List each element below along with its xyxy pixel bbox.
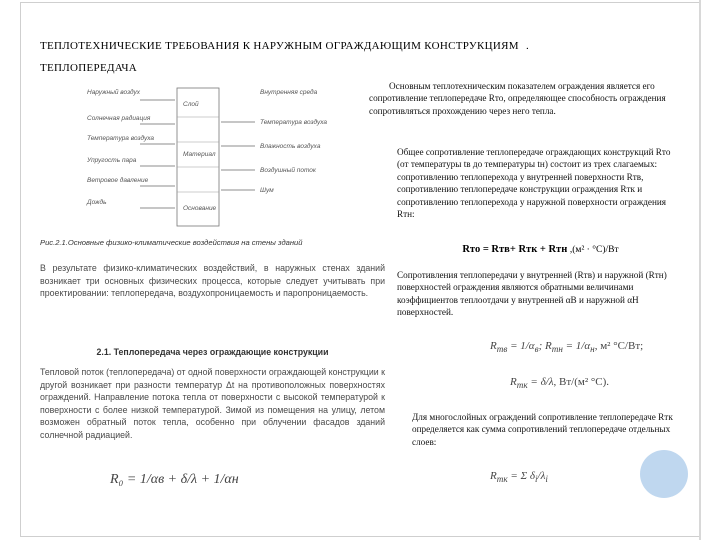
right-paragraph-4: Для многослойных ограждений сопротивление теплопередаче Rтк определяется как сумма сопротивлений теплопередаче отдельных слоев: — [412, 412, 673, 447]
formula-sum: $R_{тк} = \Sigma$ $\delta_i/\lambda_i$ — [490, 470, 548, 485]
formula-rto — [397, 244, 684, 255]
diagram-left-label: Температура воздуха — [87, 135, 155, 142]
formula-rto-text: Rто = Rтв+ Rтк + Rтн — [462, 244, 568, 255]
title-dot: . — [525, 40, 529, 52]
right-paragraph-1: Основным теплотехническим показателем ограждения является его сопротивление теплопередаче Rто, определяющее способность ограждения сопротивляться прохождению через него тепла. — [369, 81, 666, 116]
diagram-right-label: Внутренняя среда — [260, 89, 318, 96]
diagram-center-label: Слой — [183, 101, 199, 108]
climate-diagram — [85, 82, 335, 232]
diagram-right-label: Шум — [260, 187, 274, 194]
section-heading: 2.1. Теплопередача через ограждающие конструкции — [96, 347, 329, 357]
formula-rtv: $R_{тв} = 1/\alpha_в$; $R_{тн} = 1/\alpha_н$, м² °С/Вт; — [490, 340, 644, 355]
slide-edge — [699, 0, 701, 540]
right-paragraph-2: Общее сопротивление теплопередаче ограждающих конструкций Rто (от температуры tв до температуры tн) состоит из трех слагаемых: сопротивлению теплоперехода у внутренней поверхности Rтв, сопротивлению теплопередаче конструкции ограждения Rтк и сопротивлению теплоперехода у наружной поверхности ограждения Rтн: — [397, 147, 671, 220]
slide-title — [40, 35, 650, 79]
diagram-left-label: Ветровое давление — [87, 177, 149, 184]
formula-rto-units: ,(м² · °С)/Вт — [569, 245, 619, 255]
diagram-left-label: Наружный воздух — [87, 89, 141, 96]
figure-caption: Рис.2.1.Основные физико-климатические воздействия на стены зданий — [40, 238, 303, 247]
diagram-left-label: Дождь — [87, 199, 107, 206]
title-line-1: ТЕПЛОТЕХНИЧЕСКИЕ ТРЕБОВАНИЯ К НАРУЖНЫМ ОГРАЖДАЮЩИМ КОНСТРУКЦИЯМ — [40, 40, 519, 52]
diagram-right-label: Температура воздуха — [260, 119, 328, 126]
diagram-right-label: Воздушный поток — [260, 167, 316, 174]
decorative-circle — [640, 450, 688, 498]
diagram-right-label: Влажность воздуха — [260, 143, 321, 150]
title-line-2: ТЕПЛОПЕРЕДАЧА — [40, 62, 138, 74]
left-paragraph-2: Тепловой поток (теплопередача) от одной поверхности ограждающей конструкции к другой возникает при разности температур Δt на противоположных поверхностях ограждений. Направление потока тепла от поверхности с высокой температурой к поверхности с более низкой температурой. Зимой из помещения на улицу, летом возможен обратный поток тепла, особенно при облучении фасадов зданий солнечной радиацией. — [40, 367, 385, 440]
left-paragraph: В результате физико-климатических воздействий, в наружных стенах зданий возникает три основных физических процесса, которые следует учитывать при проектировании: теплопередача, воздухопроницаемость и паропроницаемость. — [40, 263, 385, 299]
diagram-left-label: Упругость пара — [87, 157, 137, 164]
formula-rtk: $R_{тк} = \delta/\lambda$, Вт/(м² °С). — [510, 376, 610, 391]
diagram-center-label: Материал — [183, 151, 216, 158]
formula-rtv-units: , м² °С/Вт; — [594, 340, 644, 352]
formula-rtk-units: , Вт/(м² °С). — [553, 376, 610, 388]
diagram-center-label: Основание — [183, 205, 217, 212]
right-paragraph-3: Сопротивления теплопередачи у внутренней (Rтв) и наружной (Rтн) поверхностей ограждения являются обратными величинами коэффициентов теплоотдачи у внутренней αВ и наружной αН поверхностей. — [397, 270, 667, 318]
diagram-left-label: Солнечная радиация — [87, 115, 151, 122]
bottom-formula: R₀ = 1/αв + δ/λ + 1/αн — [110, 472, 239, 487]
